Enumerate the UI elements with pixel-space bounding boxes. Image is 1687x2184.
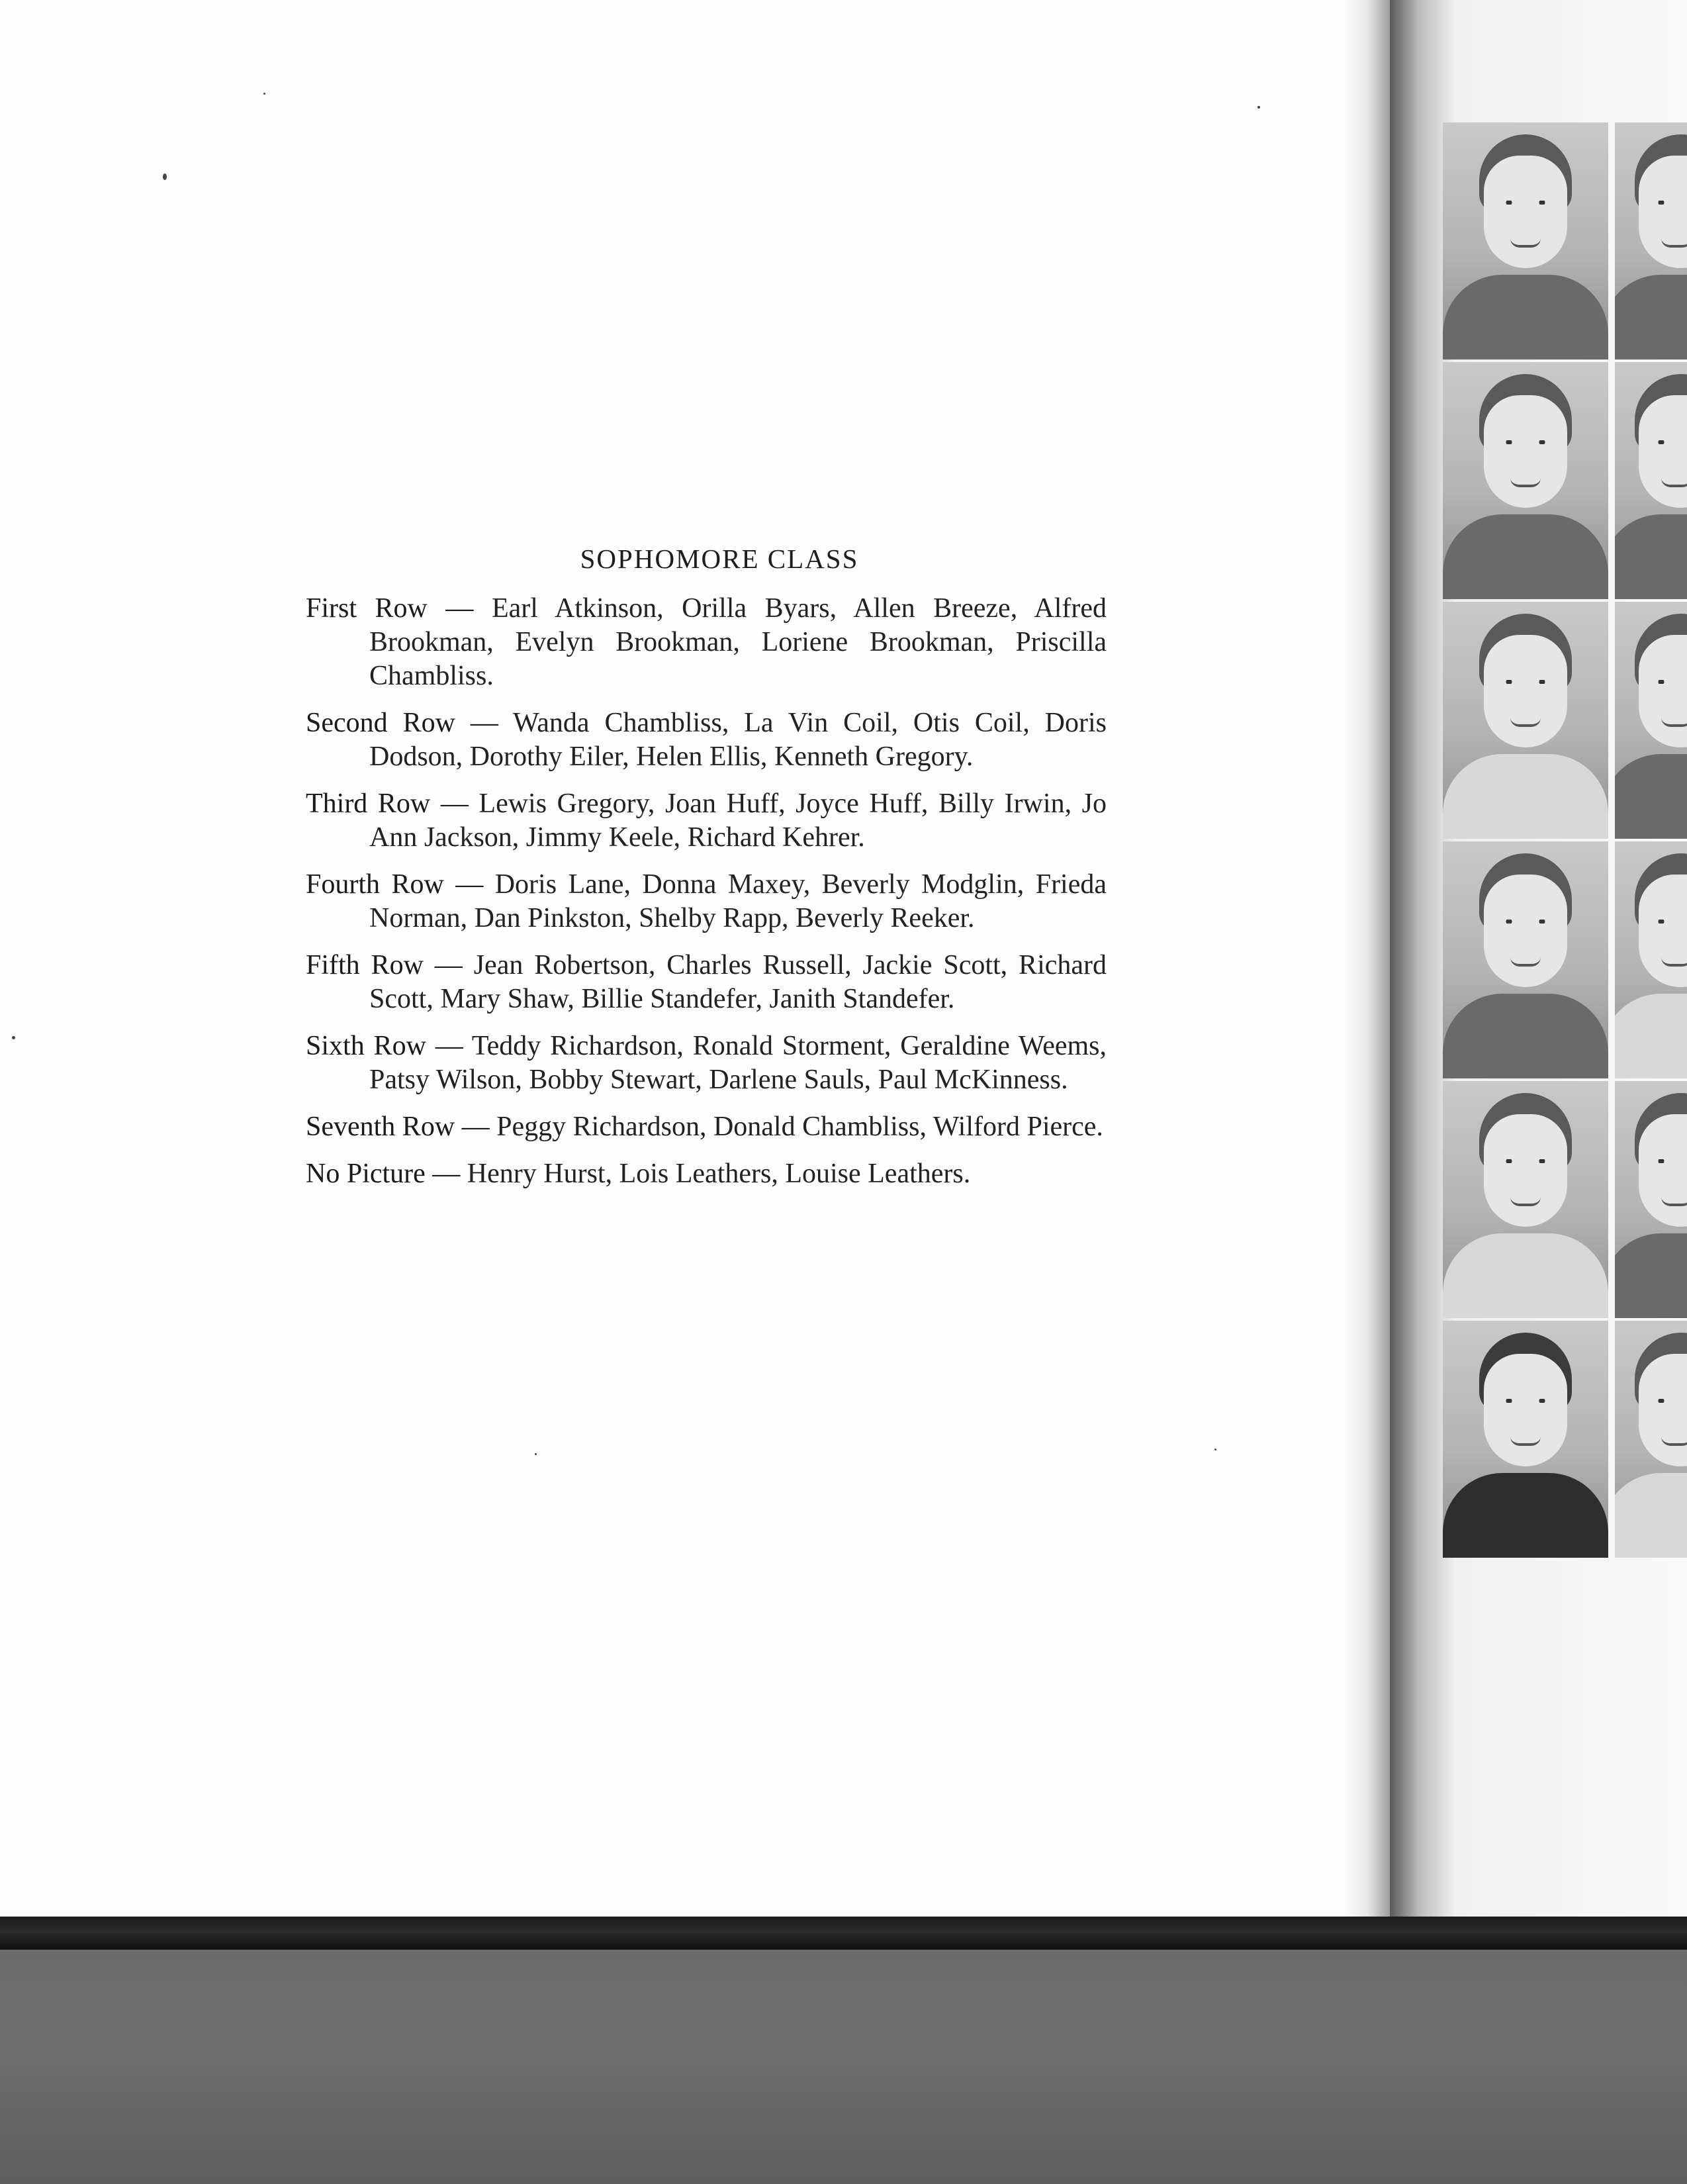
row-label: Second Row — xyxy=(306,708,498,738)
book-bottom-edge xyxy=(0,1917,1687,1950)
student-portrait-photo xyxy=(1443,841,1608,1078)
row-label: Fifth Row — xyxy=(306,950,463,980)
row-names: Wanda Chambliss, La Vin Coil, Otis Coil, Doris Dodson, Dorothy Eiler, Helen Ellis, Kenneth Gregory. xyxy=(369,708,1107,772)
row-names: Teddy Richardson, Ronald Storment, Geraldine Weems, Patsy Wilson, Bobby Stewart, Darlene Sauls, Paul McKinness. xyxy=(369,1031,1107,1095)
dust-speck xyxy=(12,1036,15,1039)
row-names: Jean Robertson, Charles Russell, Jackie Scott, Richard Scott, Mary Shaw, Billie Standefer, Janith Standefer. xyxy=(369,950,1107,1014)
row-label: Third Row — xyxy=(306,788,469,819)
student-portrait-photo xyxy=(1615,841,1687,1078)
student-portrait-photo xyxy=(1615,1081,1687,1318)
row-entry-first xyxy=(306,592,1107,693)
page-title: SOPHOMORE CLASS xyxy=(580,544,859,574)
student-photo-grid xyxy=(1443,122,1687,1579)
row-entry-fourth xyxy=(306,868,1107,935)
scanner-background xyxy=(0,1950,1687,2184)
row-entry-third xyxy=(306,787,1107,855)
row-label: First Row — xyxy=(306,593,474,624)
class-caption xyxy=(306,543,1107,1204)
student-portrait-photo xyxy=(1443,122,1608,359)
student-portrait-photo xyxy=(1615,362,1687,599)
row-label: No Picture — xyxy=(306,1159,461,1189)
student-portrait-photo xyxy=(1615,122,1687,359)
row-names: Lewis Gregory, Joan Huff, Joyce Huff, Billy Irwin, Jo Ann Jackson, Jimmy Keele, Richard Kehrer. xyxy=(369,788,1107,853)
dust-speck xyxy=(263,93,265,95)
dust-speck xyxy=(1214,1448,1216,1450)
student-portrait-photo xyxy=(1615,1321,1687,1558)
row-label: Seventh Row — xyxy=(306,1112,490,1142)
row-names: Henry Hurst, Lois Leathers, Louise Leathers. xyxy=(467,1159,971,1189)
row-names: Earl Atkinson, Orilla Byars, Allen Breeze, Alfred Brookman, Evelyn Brookman, Loriene Brookman, Priscilla Chambliss. xyxy=(369,593,1107,691)
student-portrait-photo xyxy=(1443,1081,1608,1318)
dust-speck xyxy=(1257,106,1260,109)
row-entry-no-picture xyxy=(306,1157,1107,1191)
student-portrait-photo xyxy=(1443,602,1608,839)
student-portrait-photo xyxy=(1443,362,1608,599)
student-portrait-photo xyxy=(1443,1321,1608,1558)
row-names: Peggy Richardson, Donald Chambliss, Wilford Pierce. xyxy=(496,1112,1103,1142)
student-portrait-photo xyxy=(1615,602,1687,839)
row-entry-sixth xyxy=(306,1029,1107,1097)
row-names: Doris Lane, Donna Maxey, Beverly Modglin, Frieda Norman, Dan Pinkston, Shelby Rapp, Beverly Reeker. xyxy=(369,869,1107,933)
row-entry-seventh xyxy=(306,1110,1107,1144)
dust-speck xyxy=(163,173,167,180)
dust-speck xyxy=(535,1453,537,1455)
row-entry-second xyxy=(306,706,1107,774)
row-entry-fifth xyxy=(306,949,1107,1016)
row-label: Sixth Row — xyxy=(306,1031,463,1061)
row-label: Fourth Row — xyxy=(306,869,484,900)
